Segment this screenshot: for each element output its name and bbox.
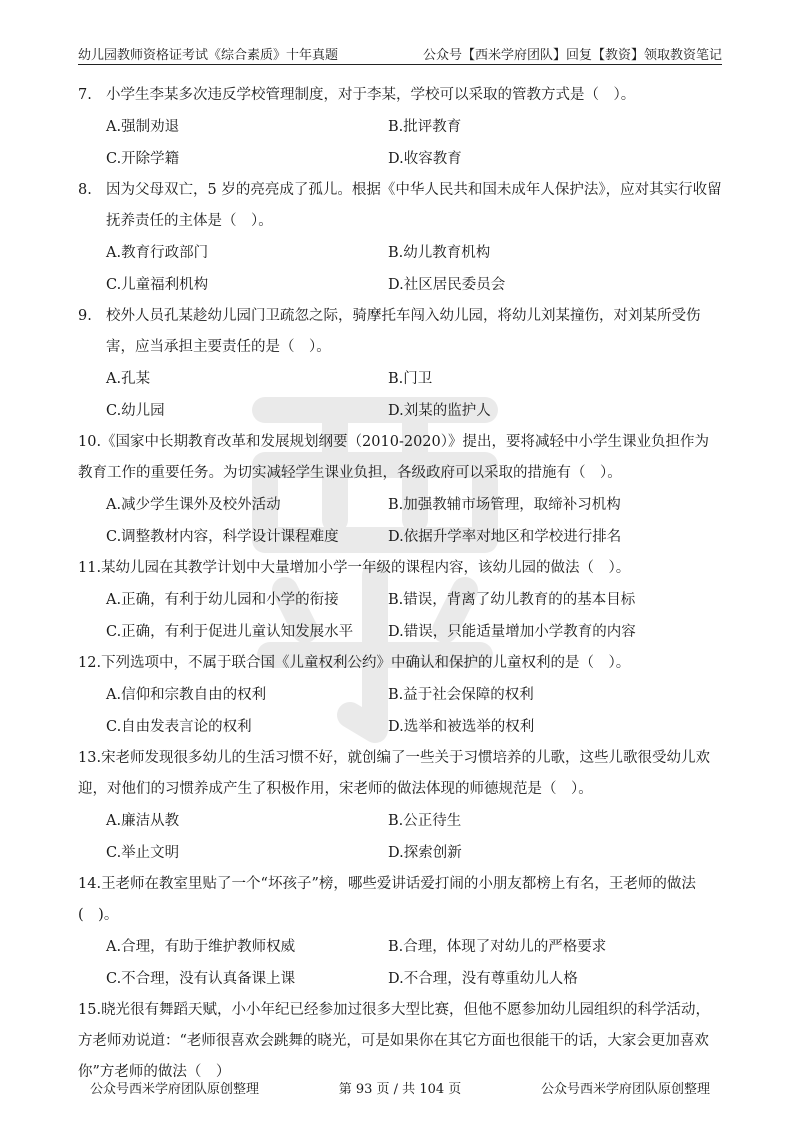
header-promo: 公众号【西米学府团队】回复【教资】领取教资笔记 bbox=[422, 48, 722, 63]
question-text: 校外人员孔某趁幼儿园门卫疏忽之际，骑摩托车闯入幼儿园，将幼儿刘某撞伤，对刘某所受伤害，应当承担主要责任的是（ ）。 bbox=[106, 308, 701, 355]
question-number: 15. bbox=[78, 1002, 102, 1018]
option-c: C.举止文明 bbox=[106, 845, 180, 861]
question-10 bbox=[78, 427, 722, 553]
question-number: 9. bbox=[78, 308, 92, 324]
question-7 bbox=[78, 80, 722, 175]
option-b: B.合理，体现了对幼儿的严格要求 bbox=[388, 939, 607, 955]
question-list bbox=[78, 80, 722, 1088]
option-b: B.批评教育 bbox=[388, 119, 462, 135]
option-a: A.廉洁从教 bbox=[106, 813, 180, 829]
question-text: 因为父母双亡，5 岁的亮亮成了孤儿。根据《中华人民共和国未成年人保护法》，应对其实行收留抚养责任的主体是（ ）。 bbox=[106, 182, 722, 229]
option-d: D.社区居民委员会 bbox=[388, 277, 506, 293]
question-13 bbox=[78, 743, 722, 869]
question-number: 11. bbox=[78, 560, 102, 576]
question-number: 7. bbox=[78, 87, 92, 103]
question-12 bbox=[78, 648, 722, 743]
option-d: D.探索创新 bbox=[388, 845, 462, 861]
question-15 bbox=[78, 995, 722, 1088]
option-a: A.合理，有助于维护教师权威 bbox=[106, 939, 296, 955]
option-a: A.信仰和宗教自由的权利 bbox=[106, 687, 267, 703]
question-number: 8. bbox=[78, 182, 92, 198]
question-text: 宋老师发现很多幼儿的生活习惯不好，就创编了一些关于习惯培养的儿歌，这些儿歌很受幼儿欢迎，对他们的习惯养成产生了积极作用，宋老师的做法体现的师德规范是（ ）。 bbox=[78, 750, 711, 797]
question-text: 晓光很有舞蹈天赋，小小年纪已经参加过很多大型比赛，但他不愿参加幼儿园组织的科学活动，方老师劝说道：“老师很喜欢会跳舞的晓光，可是如果你在其它方面也很能干的话，大家会更加喜欢你”方老师的做法（ ） bbox=[78, 1002, 711, 1080]
option-c: C.幼儿园 bbox=[106, 403, 165, 419]
option-b: B.益于社会保障的权利 bbox=[388, 687, 534, 703]
question-number: 14. bbox=[78, 876, 102, 892]
option-c: C.不合理，没有认真备课上课 bbox=[106, 971, 296, 987]
question-text: 下列选项中，不属于联合国《儿童权利公约》中确认和保护的儿童权利的是（ ）。 bbox=[101, 655, 631, 671]
footer-right-credit: 公众号西米学府团队原创整理 bbox=[540, 1082, 710, 1097]
option-b: B.门卫 bbox=[388, 371, 433, 387]
option-d: D.收容教育 bbox=[388, 151, 462, 167]
question-text: 王老师在教室里贴了一个“坏孩子”榜，哪些爱讲话爱打闹的小朋友都榜上有名，王老师的做法( )。 bbox=[78, 876, 696, 923]
option-c: C.开除学籍 bbox=[106, 151, 180, 167]
page-header bbox=[78, 40, 722, 65]
question-11 bbox=[78, 553, 722, 648]
option-a: A.减少学生课外及校外活动 bbox=[106, 497, 281, 513]
page-number: 第 93 页 / 共 104 页 bbox=[338, 1082, 462, 1097]
option-d: D.刘某的监护人 bbox=[388, 403, 491, 419]
option-c: C.儿童福利机构 bbox=[106, 277, 209, 293]
header-title: 幼儿园教师资格证考试《综合素质》十年真题 bbox=[78, 48, 339, 63]
option-d: D.依据升学率对地区和学校进行排名 bbox=[388, 529, 622, 545]
option-c: C.自由发表言论的权利 bbox=[106, 719, 252, 735]
question-text: 小学生李某多次违反学校管理制度，对于李某，学校可以采取的管教方式是（ ）。 bbox=[106, 87, 636, 103]
option-d: D.不合理，没有尊重幼儿人格 bbox=[388, 971, 578, 987]
question-number: 13. bbox=[78, 750, 102, 766]
option-b: B.公正待生 bbox=[388, 813, 462, 829]
question-8 bbox=[78, 175, 722, 301]
question-9 bbox=[78, 301, 722, 427]
question-number: 10. bbox=[78, 434, 102, 450]
option-a: A.教育行政部门 bbox=[106, 245, 209, 261]
question-text: 某幼儿园在其教学计划中大量增加小学一年级的课程内容，该幼儿园的做法（ ）。 bbox=[101, 560, 631, 576]
option-a: A.正确，有利于幼儿园和小学的衔接 bbox=[106, 592, 339, 608]
question-number: 12. bbox=[78, 655, 102, 671]
option-b: B.加强教辅市场管理，取缔补习机构 bbox=[388, 497, 621, 513]
option-d: D.选举和被选举的权利 bbox=[388, 719, 535, 735]
option-b: B.错误，背离了幼儿教育的的基本目标 bbox=[388, 592, 636, 608]
footer-left-credit: 公众号西米学府团队原创整理 bbox=[90, 1082, 260, 1097]
option-c: C.调整教材内容，科学设计课程难度 bbox=[106, 529, 339, 545]
option-c: C.正确，有利于促进儿童认知发展水平 bbox=[106, 624, 354, 640]
option-d: D.错误，只能适量增加小学教育的内容 bbox=[388, 624, 636, 640]
question-14 bbox=[78, 869, 722, 995]
option-a: A.强制劝退 bbox=[106, 119, 180, 135]
question-text: 《国家中长期教育改革和发展规划纲要（2010-2020）》提出，要将减轻中小学生课业负担作为教育工作的重要任务。为切实减轻学生课业负担，各级政府可以采取的措施有（ ）。 bbox=[78, 434, 710, 481]
option-b: B.幼儿教育机构 bbox=[388, 245, 491, 261]
option-a: A.孔某 bbox=[106, 371, 151, 387]
